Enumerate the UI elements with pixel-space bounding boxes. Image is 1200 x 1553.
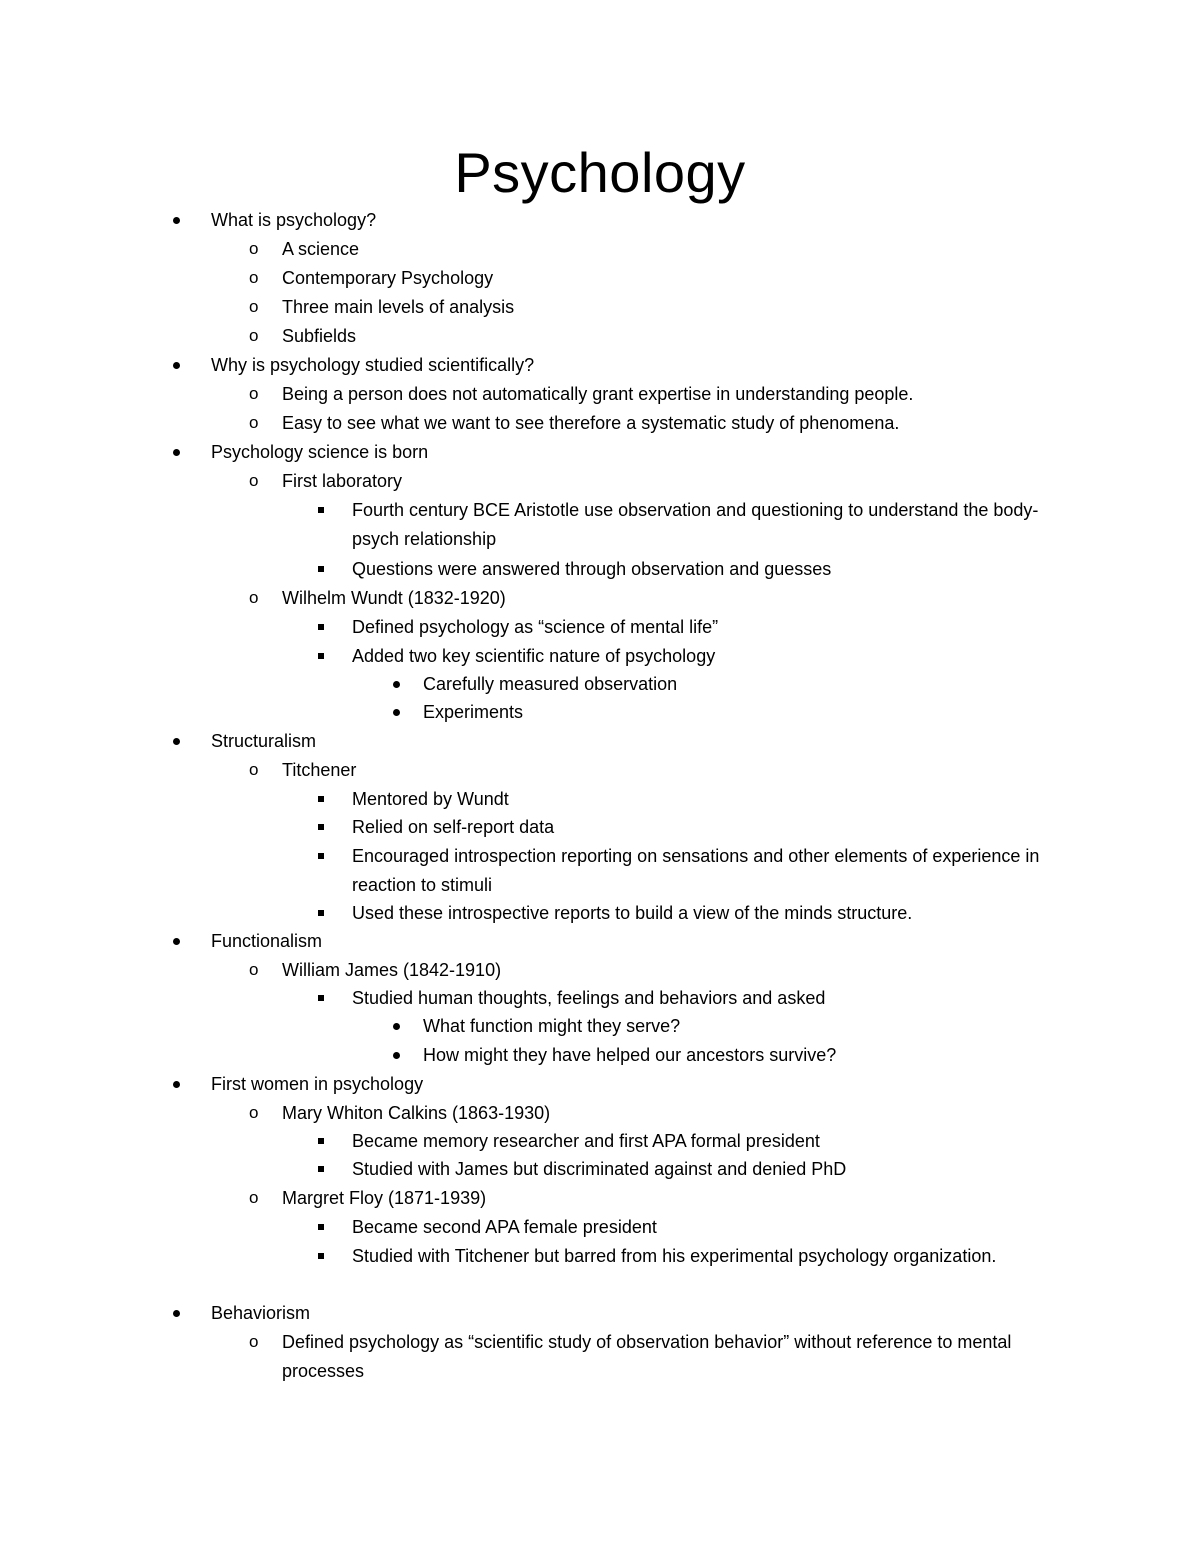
outline-item-level-3 (352, 899, 1072, 928)
outline-item-text: Fourth century BCE Aristotle use observation and questioning to understand the body-psych relationship (352, 500, 1039, 549)
outline-item-level-3 (352, 642, 1072, 671)
round-bullet-icon (393, 1052, 400, 1059)
circle-bullet-icon: o (249, 471, 259, 490)
outline-item-text: Experiments (423, 702, 524, 722)
square-bullet-icon (318, 1138, 324, 1144)
outline-item-text: Relied on self-report data (352, 817, 555, 837)
outline-item-level-3 (352, 1242, 1072, 1271)
outline-item-level-1 (211, 1299, 1091, 1328)
round-bullet-icon (173, 1310, 180, 1317)
circle-bullet-icon: o (249, 239, 259, 258)
outline-item-level-2 (249, 235, 1082, 264)
round-bullet-icon (173, 1081, 180, 1088)
square-bullet-icon (318, 796, 324, 802)
outline-item-level-3 (352, 785, 1072, 814)
outline-item-level-2 (249, 584, 1082, 613)
outline-item-level-2 (249, 756, 1082, 785)
outline-item-text: Studied with Titchener but barred from his experimental psychology organization. (352, 1246, 997, 1266)
outline-item-level-3 (352, 496, 1072, 553)
square-bullet-icon (318, 995, 324, 1001)
round-bullet-icon (393, 709, 400, 716)
outline-item-text: First women in psychology (211, 1074, 424, 1094)
outline-item-level-1 (211, 727, 1091, 756)
outline-item-text: Being a person does not automatically grant expertise in understanding people. (282, 384, 914, 404)
page-title: Psychology (454, 141, 746, 204)
outline-item-text: William James (1842-1910) (282, 960, 502, 980)
outline-item-text: Questions were answered through observation and guesses (352, 559, 832, 579)
outline-item-text: Became memory researcher and first APA formal president (352, 1131, 820, 1151)
outline-item-text: Used these introspective reports to build a view of the minds structure. (352, 903, 913, 923)
square-bullet-icon (318, 653, 324, 659)
outline-item-text: Structuralism (211, 731, 317, 751)
circle-bullet-icon: o (249, 384, 259, 403)
circle-bullet-icon: o (249, 1188, 259, 1207)
outline-item-text: Studied with James but discriminated against and denied PhD (352, 1159, 847, 1179)
outline-item-text: What function might they serve? (423, 1016, 681, 1036)
outline-item-text: Encouraged introspection reporting on sensations and other elements of experience in reaction to stimuli (352, 846, 1040, 895)
outline-item-level-2 (249, 1328, 1082, 1385)
circle-bullet-icon: o (249, 960, 259, 979)
outline-item-text: Easy to see what we want to see therefore a systematic study of phenomena. (282, 413, 900, 433)
outline-item-level-1 (211, 351, 1091, 380)
circle-bullet-icon: o (249, 413, 259, 432)
outline-item-level-2 (249, 322, 1082, 351)
outline-item-level-2 (249, 293, 1082, 322)
outline-item-level-4 (423, 670, 1073, 699)
outline-item-level-1 (211, 927, 1091, 956)
square-bullet-icon (318, 566, 324, 572)
circle-bullet-icon: o (249, 268, 259, 287)
outline-item-level-3 (352, 984, 1072, 1013)
outline-item-text: Added two key scientific nature of psychology (352, 646, 716, 666)
outline-item-text: First laboratory (282, 471, 403, 491)
outline-item-level-4 (423, 698, 1073, 727)
outline-item-text: How might they have helped our ancestors survive? (423, 1045, 837, 1065)
square-bullet-icon (318, 624, 324, 630)
round-bullet-icon (173, 217, 180, 224)
outline-item-level-3 (352, 842, 1072, 899)
circle-bullet-icon: o (249, 297, 259, 316)
outline-item-level-2 (249, 409, 1082, 438)
outline-item-level-2 (249, 264, 1082, 293)
outline-item-level-2 (249, 467, 1082, 496)
round-bullet-icon (393, 681, 400, 688)
square-bullet-icon (318, 1166, 324, 1172)
outline-item-level-1 (211, 206, 1091, 235)
circle-bullet-icon: o (249, 1103, 259, 1122)
outline-item-level-4 (423, 1041, 1073, 1070)
square-bullet-icon (318, 1253, 324, 1259)
outline-item-level-2 (249, 1099, 1082, 1128)
outline-item-level-1 (211, 1070, 1091, 1099)
outline-item-text: Studied human thoughts, feelings and behaviors and asked (352, 988, 826, 1008)
outline-item-text: Mentored by Wundt (352, 789, 509, 809)
outline-item-text: Why is psychology studied scientifically? (211, 355, 535, 375)
outline-item-level-3 (352, 1155, 1072, 1184)
outline-item-level-3 (352, 813, 1072, 842)
circle-bullet-icon: o (249, 588, 259, 607)
outline-item-text: Wilhelm Wundt (1832-1920) (282, 588, 506, 608)
square-bullet-icon (318, 853, 324, 859)
outline-item-text: Three main levels of analysis (282, 297, 515, 317)
square-bullet-icon (318, 1224, 324, 1230)
outline-item-text: Subfields (282, 326, 357, 346)
round-bullet-icon (173, 362, 180, 369)
outline-item-text: Carefully measured observation (423, 674, 678, 694)
outline-item-text: Contemporary Psychology (282, 268, 494, 288)
outline-item-text: Became second APA female president (352, 1217, 657, 1237)
outline-item-text: Defined psychology as “scientific study of observation behavior” without reference to mental processes (282, 1332, 1012, 1381)
outline-item-text: Margret Floy (1871-1939) (282, 1188, 487, 1208)
outline-item-text: Functionalism (211, 931, 323, 951)
circle-bullet-icon: o (249, 326, 259, 345)
outline-item-level-2 (249, 1184, 1082, 1213)
round-bullet-icon (393, 1023, 400, 1030)
square-bullet-icon (318, 507, 324, 513)
outline-item-level-4 (423, 1012, 1073, 1041)
outline-item-level-3 (352, 555, 1072, 584)
round-bullet-icon (173, 738, 180, 745)
square-bullet-icon (318, 910, 324, 916)
square-bullet-icon (318, 824, 324, 830)
outline-item-level-3 (352, 1213, 1072, 1242)
circle-bullet-icon: o (249, 760, 259, 779)
circle-bullet-icon: o (249, 1332, 259, 1351)
outline-item-text: Psychology science is born (211, 442, 429, 462)
outline-item-text: What is psychology? (211, 210, 377, 230)
outline-item-text: Defined psychology as “science of mental life” (352, 617, 719, 637)
outline-item-level-3 (352, 613, 1072, 642)
outline-item-level-3 (352, 1127, 1072, 1156)
round-bullet-icon (173, 938, 180, 945)
outline-item-text: Titchener (282, 760, 357, 780)
outline-item-level-2 (249, 956, 1082, 985)
outline-item-text: A science (282, 239, 360, 259)
outline-item-level-1 (211, 438, 1091, 467)
outline-item-level-2 (249, 380, 1082, 409)
outline-item-text: Behaviorism (211, 1303, 311, 1323)
outline-item-text: Mary Whiton Calkins (1863-1930) (282, 1103, 551, 1123)
round-bullet-icon (173, 449, 180, 456)
